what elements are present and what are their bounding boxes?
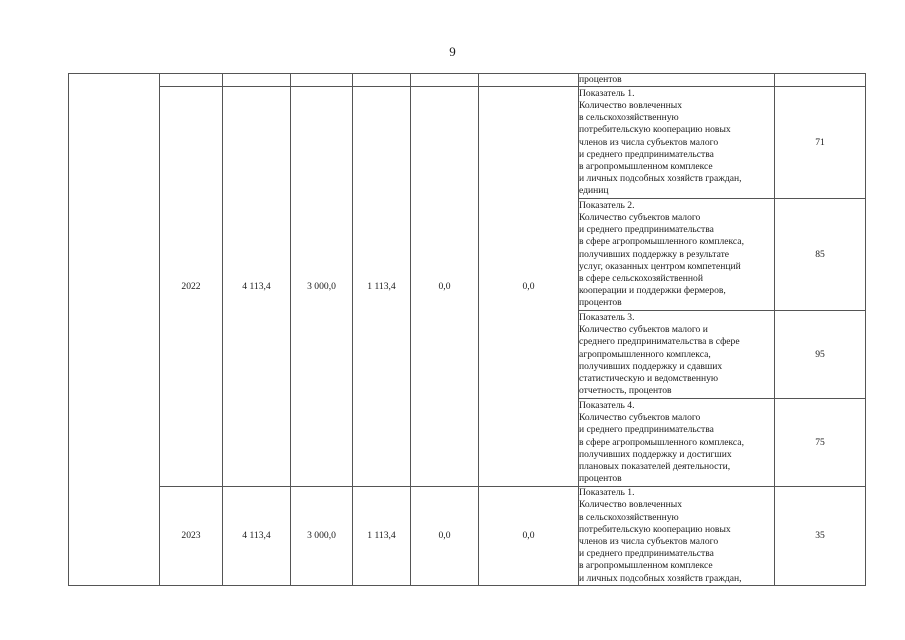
indicator-text: Показатель 2. Количество субъектов малого и среднего предпринимательства в сфере агропромышленного комплекса, получивших поддержку в результате услуг, оказанных центром компетенций в сфере сельскохозяйственной кооперации и поддержки фермеров, процентов (579, 199, 775, 311)
total-cell: 4 113,4 (223, 87, 291, 487)
total-cell: 4 113,4 (223, 487, 291, 586)
indicator-text: процентов (579, 74, 775, 87)
local-cell (411, 74, 479, 87)
table-row (69, 487, 866, 586)
year-cell: 2023 (160, 487, 223, 586)
indicator-value: 71 (775, 87, 866, 199)
federal-cell (291, 74, 353, 87)
regional-cell: 1 113,4 (353, 87, 411, 487)
indicator-text: Показатель 3. Количество субъектов малого и среднего предпринимательства в сфере агропромышленного комплекса, получивших поддержку и сдавших статистическую и ведомственную отчетность, процентов (579, 311, 775, 399)
indicator-value: 95 (775, 311, 866, 399)
regional-cell: 1 113,4 (353, 487, 411, 586)
local-cell: 0,0 (411, 87, 479, 487)
federal-cell: 3 000,0 (291, 87, 353, 487)
program-cell (69, 74, 160, 586)
indicator-text: Показатель 1. Количество вовлеченных в сельскохозяйственную потребительскую кооперацию новых членов из числа субъектов малого и среднего предпринимательства в агропромышленном комплексе и личных подсобных хозяйств граждан, (579, 487, 775, 586)
indicator-value: 75 (775, 399, 866, 487)
federal-cell: 3 000,0 (291, 487, 353, 586)
other-cell: 0,0 (479, 487, 579, 586)
year-cell: 2022 (160, 87, 223, 487)
page-number: 9 (449, 44, 456, 59)
local-cell: 0,0 (411, 487, 479, 586)
regional-cell (353, 74, 411, 87)
other-cell: 0,0 (479, 87, 579, 487)
indicator-value (775, 74, 866, 87)
other-cell (479, 74, 579, 87)
total-cell (223, 74, 291, 87)
financing-table (68, 73, 866, 586)
indicator-text: Показатель 1. Количество вовлеченных в сельскохозяйственную потребительскую кооперацию новых членов из числа субъектов малого и среднего предпринимательства в агропромышленном комплексе и личных подсобных хозяйств граждан, единиц (579, 87, 775, 199)
table-row (69, 87, 866, 199)
indicator-value: 35 (775, 487, 866, 586)
year-cell (160, 74, 223, 87)
indicator-value: 85 (775, 199, 866, 311)
table-row (69, 74, 866, 87)
indicator-text: Показатель 4. Количество субъектов малого и среднего предпринимательства в сфере агропромышленного комплекса, получивших поддержку и достигших плановых показателей деятельности, процентов (579, 399, 775, 487)
